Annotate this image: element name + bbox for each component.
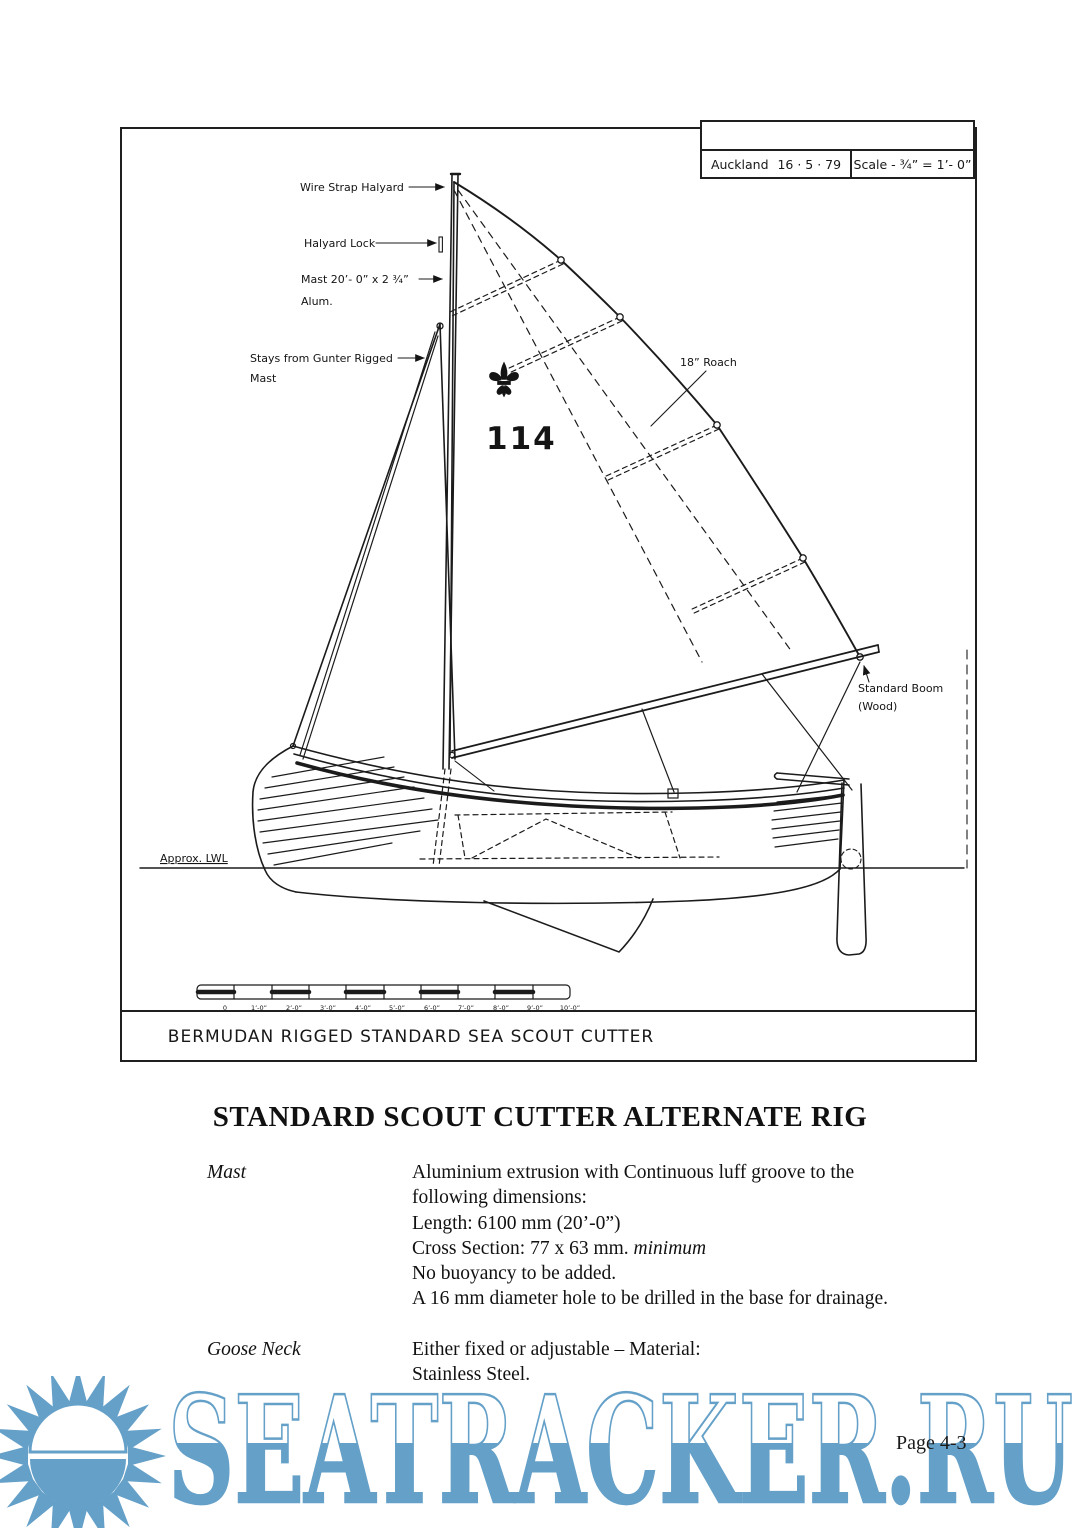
svg-text:9’-0”: 9’-0” <box>526 1004 544 1012</box>
label-mast-spec: Mast 20’- 0” x 2 ¾” <box>301 273 409 286</box>
spec-line: Aluminium extrusion with Continuous luff groove to the <box>412 1162 855 1183</box>
spec-line: No buoyancy to be added. <box>412 1263 617 1285</box>
label-mast-material: Alum. <box>301 295 333 308</box>
svg-text:5’-0”: 5’-0” <box>388 1004 406 1012</box>
sun-logo-icon <box>0 1376 166 1528</box>
centreboard-case <box>420 812 719 859</box>
spec-term-mast: Mast <box>207 1162 246 1183</box>
title-block-scale: Scale - ¾” = 1’- 0” <box>853 156 972 172</box>
label-boom-line2: (Wood) <box>858 700 898 713</box>
spec-term-goose-neck: Goose Neck <box>207 1339 301 1360</box>
scale-bar <box>197 985 580 1012</box>
boat-drawing <box>122 129 975 1012</box>
svg-text:3’-0”: 3’-0” <box>319 1004 337 1012</box>
page-heading: STANDARD SCOUT CUTTER ALTERNATE RIG <box>212 1101 868 1133</box>
drawing-frame <box>120 127 977 1062</box>
svg-text:8’-0”: 8’-0” <box>492 1004 510 1012</box>
title-block-row <box>702 149 973 177</box>
label-boom-line1: Standard Boom <box>858 682 944 695</box>
svg-text:10’-0”: 10’-0” <box>559 1004 581 1012</box>
spec-line: Either fixed or adjustable – Material: <box>412 1339 701 1360</box>
spec-lines-mast <box>412 1160 977 1312</box>
batten-ends <box>558 257 863 660</box>
label-wire-strap-halyard: Wire Strap Halyard <box>300 181 404 194</box>
svg-text:4’-0”: 4’-0” <box>354 1004 372 1012</box>
svg-text:7’-0”: 7’-0” <box>457 1004 475 1012</box>
jib-and-stays <box>291 323 456 759</box>
hull <box>253 746 844 952</box>
boom <box>449 645 967 868</box>
svg-text:6’-0”: 6’-0” <box>423 1004 441 1012</box>
label-stays-line1: Stays from Gunter Rigged <box>250 352 393 365</box>
svg-text:2’-0”: 2’-0” <box>285 1004 303 1012</box>
centreboard <box>484 899 653 952</box>
title-block <box>700 120 975 179</box>
spec-line: following dimensions: <box>412 1187 587 1209</box>
spec-line: Cross Section: 77 x 63 mm. minimum <box>412 1237 707 1259</box>
fleur-de-lis-icon <box>490 363 519 397</box>
svg-text:0: 0 <box>222 1004 228 1012</box>
spec-line: Stainless Steel. <box>412 1364 531 1386</box>
spec-line: Length: 6100 mm (20’-0”) <box>412 1212 621 1234</box>
svg-text:1’-0”: 1’-0” <box>250 1004 268 1012</box>
label-halyard-lock: Halyard Lock <box>304 237 376 250</box>
title-block-place-date <box>702 151 852 177</box>
drawing-annotations <box>160 181 943 865</box>
label-lwl: Approx. LWL <box>160 852 228 865</box>
drawing-title: BERMUDAN RIGGED STANDARD SEA SCOUT CUTTER <box>167 1027 655 1047</box>
mainsail <box>450 182 863 755</box>
spec-line-italic: minimum <box>633 1237 707 1259</box>
sail-number: 114 <box>486 421 557 457</box>
label-roach: 18” Roach <box>680 356 737 369</box>
title-strip <box>122 1010 975 1062</box>
title-block-date: 16 · 5 · 79 <box>777 156 842 172</box>
page-number: Page 4-3 <box>896 1432 967 1454</box>
spec-line: A 16 mm diameter hole to be drilled in the base for drainage. <box>412 1288 888 1310</box>
watermark-text: SEATRACKER.RU <box>168 1376 1073 1528</box>
title-block-place: Auckland <box>710 156 769 172</box>
label-stays-line2: Mast <box>250 372 277 385</box>
